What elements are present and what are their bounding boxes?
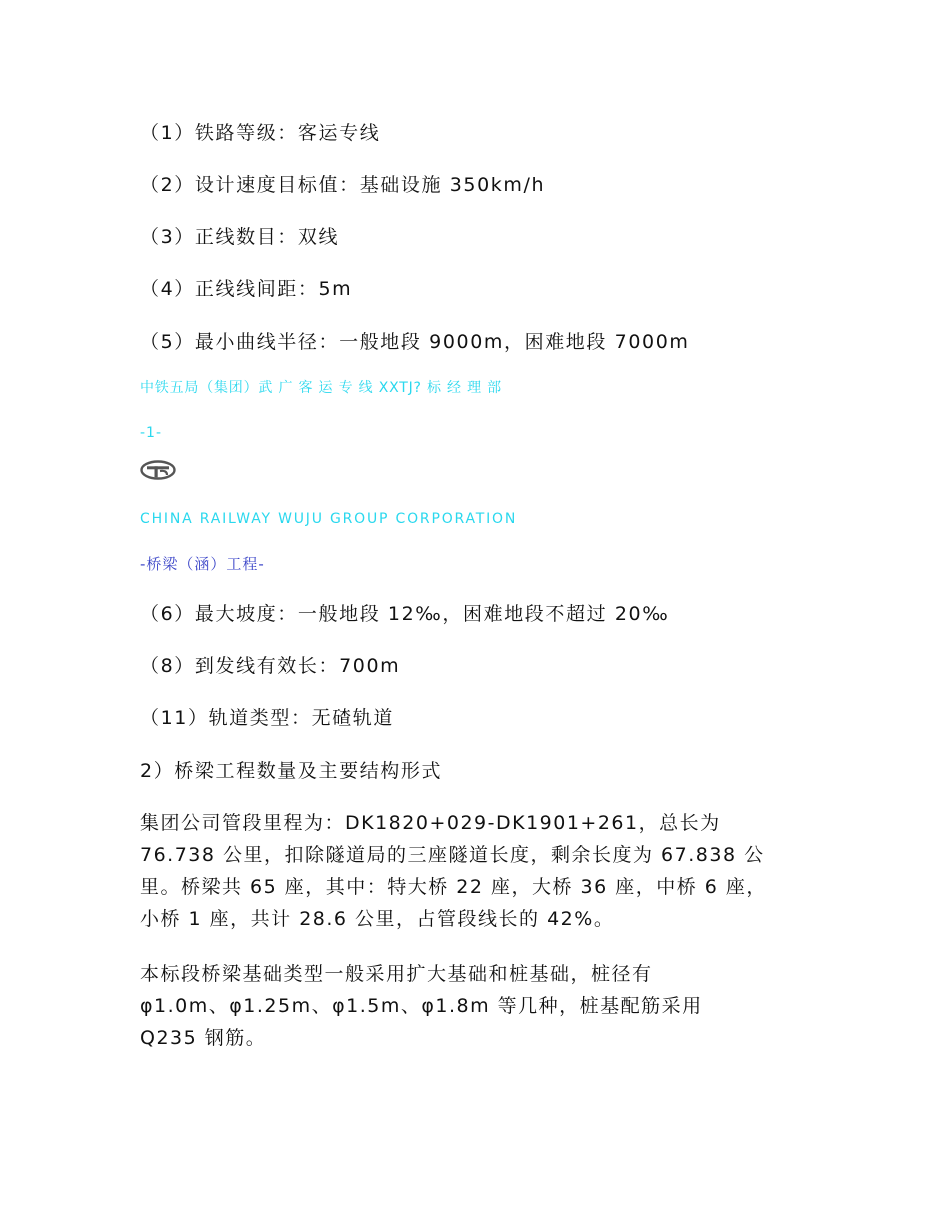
paragraph-foundation	[140, 958, 820, 1054]
spec-design-speed: （2）设计速度目标值：基础设施 350km/h	[140, 174, 546, 196]
paragraph-line: 集团公司管段里程为：DK1820+029-DK1901+261，总长为	[140, 812, 721, 834]
paragraph-line: φ1.0m、φ1.25m、φ1.5m、φ1.8m 等几种，桩基配筋采用	[140, 995, 703, 1017]
spec-line-spacing: （4）正线线间距：5m	[140, 278, 353, 300]
header-page-number: -1-	[140, 425, 163, 441]
paragraph-line: 小桥 1 座，共计 28.6 公里，占管段线长的 42%。	[140, 908, 615, 930]
paragraph-line: 76.738 公里，扣除隧道局的三座隧道长度，剩余长度为 67.838 公	[140, 844, 765, 866]
header-company-english: CHINA RAILWAY WUJU GROUP CORPORATION	[140, 511, 518, 527]
header-company-line: 中铁五局（集团）武 广 客 运 专 线 XXTJ? 标 经 理 部	[140, 380, 502, 396]
spec-track-type: （11）轨道类型：无碴轨道	[140, 707, 394, 729]
header-section-title: -桥梁（涵）工程-	[140, 555, 265, 573]
spec-main-lines: （3）正线数目：双线	[140, 226, 340, 248]
crec-logo-icon	[140, 459, 176, 481]
section-heading: 2）桥梁工程数量及主要结构形式	[140, 760, 443, 782]
spec-railway-grade: （1）铁路等级：客运专线	[140, 122, 381, 144]
paragraph-line: Q235 钢筋。	[140, 1027, 267, 1049]
paragraph-line: 本标段桥梁基础类型一般采用扩大基础和桩基础，桩径有	[140, 963, 653, 985]
paragraph-line: 里。桥梁共 65 座，其中：特大桥 22 座，大桥 36 座，中桥 6 座，	[140, 876, 767, 898]
spec-siding-length: （8）到发线有效长：700m	[140, 655, 401, 677]
spec-max-gradient: （6）最大坡度：一般地段 12‰，困难地段不超过 20‰	[140, 603, 670, 625]
spec-min-curve-radius: （5）最小曲线半径：一般地段 9000m，困难地段 7000m	[140, 331, 690, 353]
paragraph-mileage	[140, 807, 820, 935]
